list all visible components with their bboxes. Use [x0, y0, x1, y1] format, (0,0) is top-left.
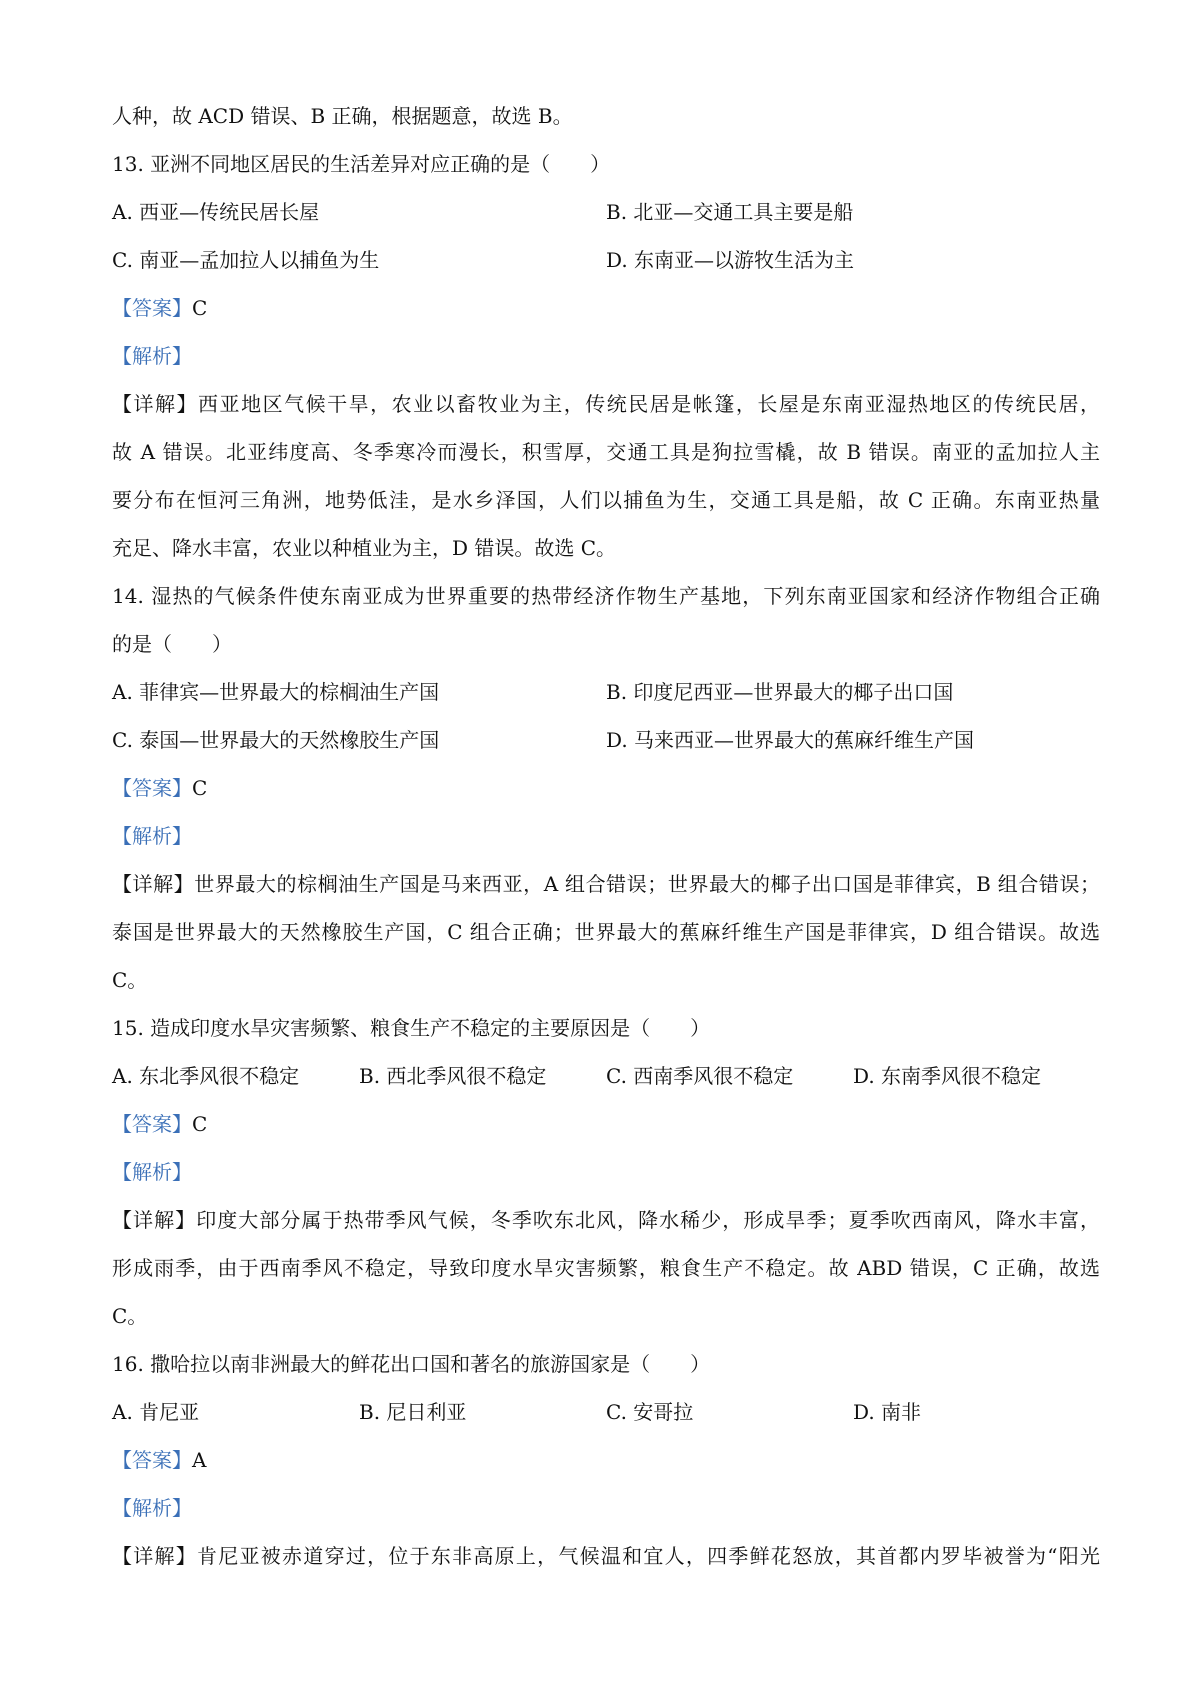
detail-line	[112, 1196, 1100, 1244]
option-d: D. 马来西亚—世界最大的蕉麻纤维生产国	[606, 728, 975, 752]
answer-line	[112, 1100, 1100, 1148]
detail-tag: 【详解】	[112, 872, 195, 896]
options-row	[112, 716, 1100, 764]
analysis-tag: 【解析】	[112, 1160, 192, 1184]
analysis-tag: 【解析】	[112, 1496, 192, 1520]
options-row	[112, 1388, 1100, 1436]
answer-line	[112, 764, 1100, 812]
question-16	[112, 1340, 1100, 1580]
options-row	[112, 236, 1100, 284]
detail-line: 泰国是世界最大的天然橡胶生产国，C 组合正确；世界最大的蕉麻纤维生产国是菲律宾，D 组合错误。故选	[112, 920, 1100, 944]
answer-line	[112, 1436, 1100, 1484]
answer-value: C	[192, 1112, 208, 1136]
answer-line	[112, 284, 1100, 332]
options-row	[112, 188, 1100, 236]
detail-line: 故 A 错误。北亚纬度高、冬季寒冷而漫长，积雪厚，交通工具是狗拉雪橇，故 B 错误。南亚的孟加拉人主	[112, 440, 1100, 464]
option-b: B. 西北季风很不稳定	[359, 1064, 547, 1088]
option-c: C. 南亚—孟加拉人以捕鱼为生	[112, 248, 380, 272]
question-14	[112, 572, 1100, 1004]
question-13	[112, 140, 1100, 572]
detail-line: 充足、降水丰富，农业以种植业为主，D 错误。故选 C。	[112, 536, 617, 560]
detail-tag: 【详解】	[112, 1208, 197, 1232]
option-b: B. 尼日利亚	[359, 1400, 467, 1424]
detail-tag: 【详解】	[112, 1544, 198, 1568]
detail-line	[112, 860, 1100, 908]
option-a: A. 肯尼亚	[112, 1400, 200, 1424]
intro-line: 人种，故 ACD 错误、B 正确，根据题意，故选 B。	[112, 104, 573, 128]
detail-text: 肯尼亚被赤道穿过，位于东非高原上，气候温和宜人，四季鲜花怒放，其首都内罗毕被誉为“阳光	[197, 1544, 1100, 1568]
detail-line: 形成雨季，由于西南季风不稳定，导致印度水旱灾害频繁，粮食生产不稳定。故 ABD 错误，C 正确，故选	[112, 1256, 1100, 1280]
analysis-tag: 【解析】	[112, 344, 192, 368]
detail-line: 要分布在恒河三角洲，地势低洼，是水乡泽国，人们以捕鱼为生，交通工具是船，故 C 正确。东南亚热量	[112, 488, 1100, 512]
option-a: A. 西亚—传统民居长屋	[112, 200, 320, 224]
option-c: C. 安哥拉	[606, 1400, 694, 1424]
option-b: B. 北亚—交通工具主要是船	[606, 200, 854, 224]
option-a: A. 菲律宾—世界最大的棕榈油生产国	[112, 680, 440, 704]
option-c: C. 西南季风很不稳定	[606, 1064, 794, 1088]
analysis-line	[112, 1484, 1100, 1532]
options-row	[112, 1052, 1100, 1100]
option-b: B. 印度尼西亚—世界最大的椰子出口国	[606, 680, 954, 704]
option-d: D. 东南季风很不稳定	[853, 1064, 1042, 1088]
option-d: D. 东南亚—以游牧生活为主	[606, 248, 855, 272]
detail-tag: 【详解】	[112, 392, 199, 416]
analysis-tag: 【解析】	[112, 824, 192, 848]
detail-text: 西亚地区气候干旱，农业以畜牧业为主，传统民居是帐篷，长屋是东南亚湿热地区的传统民居，	[198, 392, 1101, 416]
option-a: A. 东北季风很不稳定	[112, 1064, 300, 1088]
answer-value: C	[192, 776, 208, 800]
answer-tag: 【答案】	[112, 296, 192, 320]
question-stem-cont: 的是（ ）	[112, 632, 232, 656]
answer-tag: 【答案】	[112, 1448, 192, 1472]
answer-tag: 【答案】	[112, 1112, 192, 1136]
detail-line	[112, 1532, 1100, 1580]
option-d: D. 南非	[853, 1400, 922, 1424]
detail-line: C。	[112, 1304, 148, 1328]
answer-tag: 【答案】	[112, 776, 192, 800]
detail-line	[112, 380, 1100, 428]
question-stem: 15. 造成印度水旱灾害频繁、粮食生产不稳定的主要原因是（ ）	[112, 1016, 711, 1040]
document-page	[112, 92, 1100, 1580]
analysis-line	[112, 332, 1100, 380]
detail-text: 印度大部分属于热带季风气候，冬季吹东北风，降水稀少，形成旱季；夏季吹西南风，降水丰富，	[196, 1208, 1101, 1232]
question-15	[112, 1004, 1100, 1340]
question-stem: 16. 撒哈拉以南非洲最大的鲜花出口国和著名的旅游国家是（ ）	[112, 1352, 711, 1376]
answer-value: A	[192, 1448, 207, 1472]
answer-value: C	[192, 296, 208, 320]
options-row	[112, 668, 1100, 716]
question-stem: 14. 湿热的气候条件使东南亚成为世界重要的热带经济作物生产基地，下列东南亚国家和经济作物组合正确	[112, 584, 1100, 608]
detail-text: 世界最大的棕榈油生产国是马来西亚，A 组合错误；世界最大的椰子出口国是菲律宾，B 组合错误；	[194, 872, 1101, 896]
option-c: C. 泰国—世界最大的天然橡胶生产国	[112, 728, 440, 752]
analysis-line	[112, 1148, 1100, 1196]
question-stem: 13. 亚洲不同地区居民的生活差异对应正确的是（ ）	[112, 152, 611, 176]
analysis-line	[112, 812, 1100, 860]
detail-line: C。	[112, 968, 148, 992]
